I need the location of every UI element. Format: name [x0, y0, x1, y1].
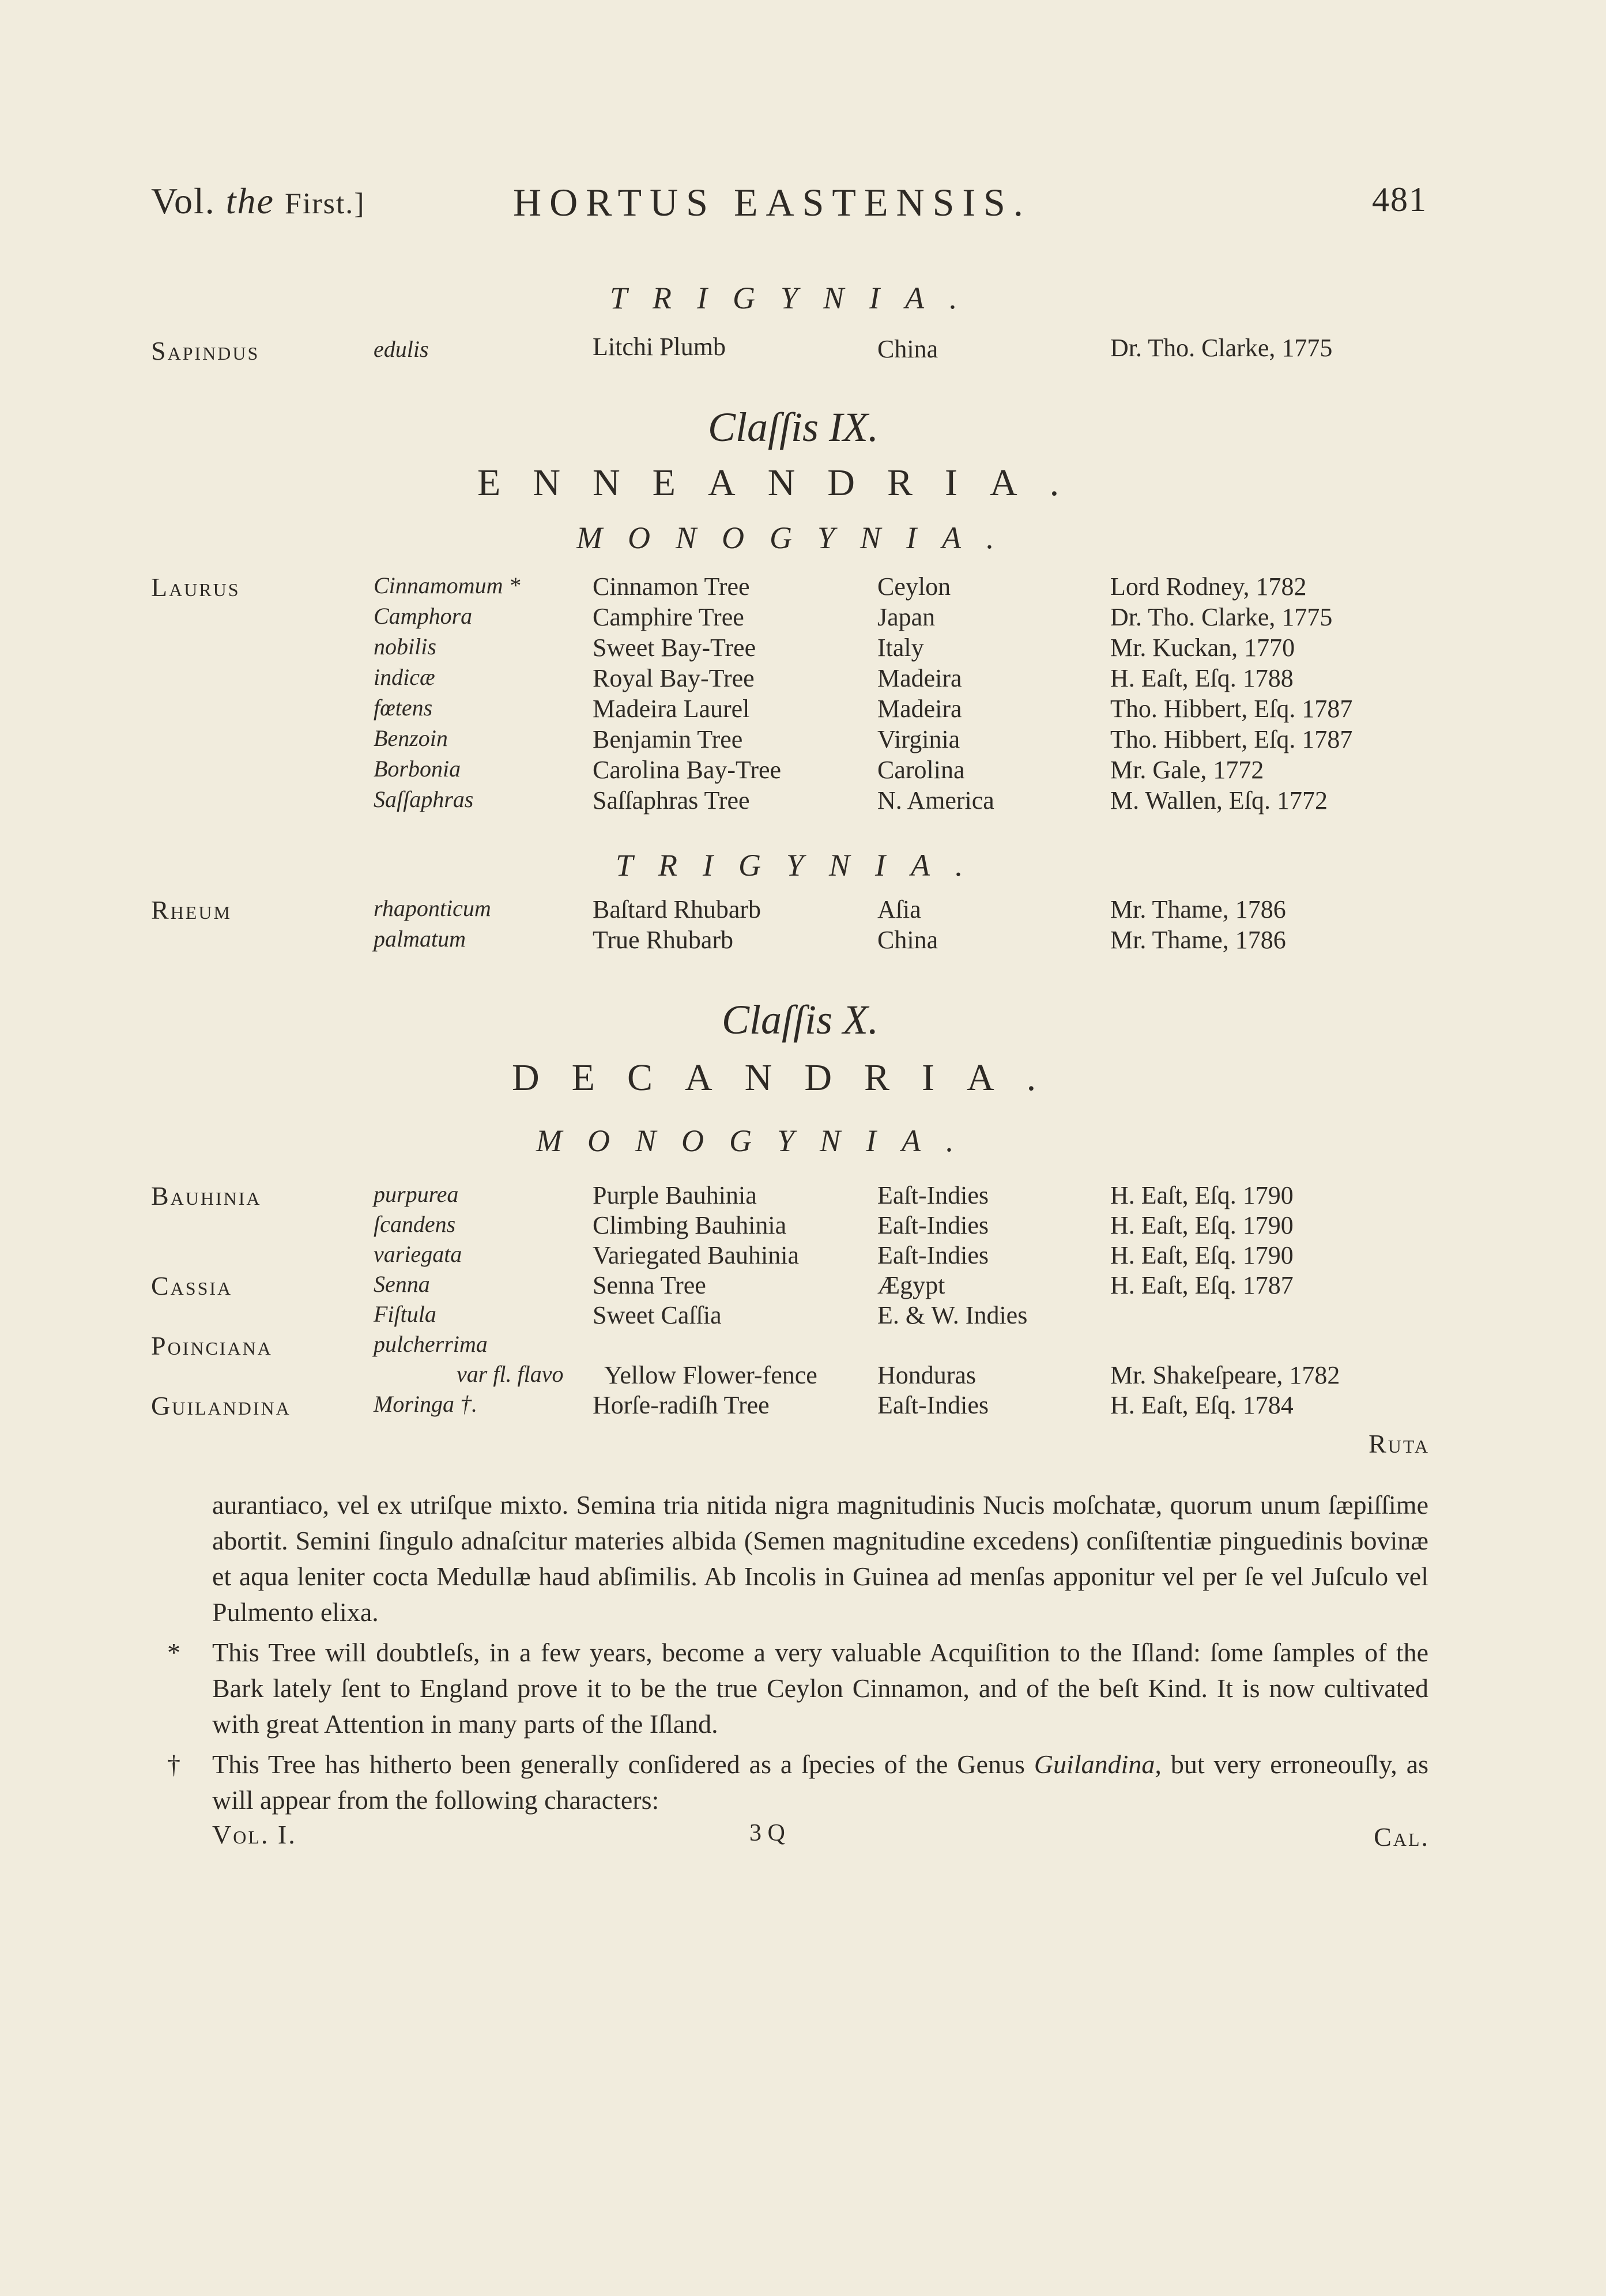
signature-mark: 3 Q	[749, 1820, 785, 1846]
footnote-star-mark: *	[167, 1638, 180, 1667]
common-name: Royal Bay-Tree	[593, 664, 755, 692]
native-place: Eaſt-Indies	[877, 1241, 989, 1269]
common-name: Baſtard Rhubarb	[593, 895, 761, 923]
introduced-by: Mr. Gale, 1772	[1110, 756, 1264, 784]
common-name: Sweet Caſſia	[593, 1301, 722, 1329]
common-name: Sweet Bay-Tree	[593, 634, 756, 662]
footnote-dagger-mark: †	[167, 1750, 180, 1779]
native-place: Ægypt	[877, 1271, 945, 1299]
introduced-by: H. Eaſt, Eſq. 1787	[1110, 1271, 1294, 1299]
species-name: edulis	[374, 336, 429, 362]
order-heading: TRIGYNIA.	[610, 281, 983, 315]
class-heading: Claſſis IX.	[708, 404, 879, 450]
native-place: Eaſt-Indies	[877, 1211, 989, 1239]
table-row	[0, 1241, 1441, 1270]
introduced-by: Tho. Hibbert, Eſq. 1787	[1110, 695, 1353, 723]
introduced-by: Mr. Thame, 1786	[1110, 895, 1286, 923]
introduced-by: H. Eaſt, Eſq. 1788	[1110, 664, 1294, 692]
genus-name: Sapindus	[151, 336, 260, 365]
class-name: DECANDRIA.	[512, 1057, 1069, 1099]
native-place: N. America	[877, 786, 994, 815]
footnote-continuation: aurantiaco, vel ex utriſque mixto. Semina tria nitida nigra magnitudinis Nucis moſchatæ, quorum unum ſæpiſſime abortit. Semini ſingulo adnaſcitur materies albida (Semen magnitudine excedens) conſiſtentiæ pinguedinis bovinæ et aqua leniter cocta Medullæ haud abſimilis. Ab Incolis in Guinea ad menſas apponitur vel per ſe vel Juſculo vel Pulmento elixa.	[212, 1490, 1428, 1627]
table-row	[0, 1300, 1441, 1330]
header-the: the	[225, 180, 274, 221]
native-place: E. & W. Indies	[877, 1301, 1028, 1329]
footnote-dagger-part2: but very erroneouſly, as will appear from the following characters:	[212, 1750, 1429, 1815]
common-name: Camphire Tree	[593, 603, 744, 631]
table-row	[0, 895, 1441, 925]
native-place: Italy	[877, 634, 924, 662]
native-place: Eaſt-Indies	[877, 1181, 989, 1209]
introduced-by: Lord Rodney, 1782	[1110, 572, 1307, 601]
native-place: Madeira	[877, 695, 962, 723]
species-name: purpurea	[374, 1181, 459, 1207]
table-row	[0, 1270, 1441, 1300]
native-place: Aſia	[877, 895, 921, 923]
species-name: palmatum	[374, 926, 466, 952]
common-name: Senna Tree	[593, 1271, 706, 1299]
genus-name: Guilandina	[151, 1391, 291, 1420]
introduced-by: Dr. Tho. Clarke, 1775	[1110, 603, 1333, 631]
table-row	[0, 725, 1441, 755]
common-name: Benjamin Tree	[593, 725, 743, 753]
class-name: ENNEANDRIA.	[477, 462, 1092, 504]
table-row	[0, 755, 1441, 785]
common-name: Purple Bauhinia	[593, 1181, 757, 1209]
table-row	[0, 602, 1441, 632]
native-place: China	[877, 335, 938, 363]
order-heading: TRIGYNIA.	[616, 848, 989, 883]
running-header-title: HORTUS EASTENSIS.	[513, 180, 1031, 224]
species-name: pulcherrima	[374, 1331, 488, 1357]
introduced-by: M. Wallen, Eſq. 1772	[1110, 786, 1328, 815]
common-name: Horſe-radiſh Tree	[593, 1391, 770, 1419]
page-number: 481	[1372, 180, 1427, 218]
table-row	[0, 694, 1441, 724]
species-name: Borbonia	[374, 756, 461, 782]
table-row	[0, 572, 1441, 602]
class-heading: Claſſis X.	[722, 997, 879, 1043]
species-name: Saſſaphras	[374, 786, 474, 812]
introduced-by: H. Eaſt, Eſq. 1790	[1110, 1181, 1294, 1209]
table-row	[0, 925, 1441, 955]
common-name: Carolina Bay-Tree	[593, 756, 782, 784]
native-place: Virginia	[877, 725, 960, 753]
genus-name: Cassia	[151, 1271, 233, 1300]
table-row	[0, 1390, 1441, 1420]
introduced-by: H. Eaſt, Eſq. 1790	[1110, 1211, 1294, 1239]
native-place: Carolina	[877, 756, 965, 784]
catchword-ruta: Ruta	[1369, 1429, 1430, 1458]
species-name: fœtens	[374, 695, 433, 721]
introduced-by: Tho. Hibbert, Eſq. 1787	[1110, 725, 1353, 753]
species-name: Cinnamomum *	[374, 572, 521, 598]
genus-name: Laurus	[151, 572, 240, 602]
table-row	[0, 1211, 1441, 1241]
native-place: Eaſt-Indies	[877, 1391, 989, 1419]
native-place: Madeira	[877, 664, 962, 692]
common-name: Climbing Bauhinia	[593, 1211, 787, 1239]
common-name: Litchi Plumb	[593, 333, 726, 361]
common-name: Saſſaphras Tree	[593, 786, 750, 815]
species-name: Fiſtula	[374, 1301, 436, 1327]
introduced-by: Mr. Thame, 1786	[1110, 926, 1286, 954]
catchword: Cal.	[1374, 1822, 1430, 1852]
introduced-by: H. Eaſt, Eſq. 1784	[1110, 1391, 1294, 1419]
order-heading: MONOGYNIA.	[576, 521, 1020, 555]
common-name: Yellow Flower-fence	[604, 1361, 817, 1389]
header-vol: Vol.	[151, 180, 216, 221]
genus-name: Bauhinia	[151, 1181, 262, 1211]
footer-volume: Vol. I.	[212, 1820, 297, 1849]
native-place: Japan	[877, 603, 936, 631]
species-name: nobilis	[374, 634, 436, 659]
table-row	[0, 1181, 1441, 1211]
common-name: True Rhubarb	[593, 926, 734, 954]
footnote-star: This Tree will doubtleſs, in a few years, become a very valuable Acquiſition to the Iſland: ſome ſamples of the Bark lately ſent to England prove it to be the true Ceylon Cinnamon, and of the beſt Kind. It is now cultivated with great Attention in many parts of the Iſland.	[212, 1638, 1428, 1739]
genus-name: Poinciana	[151, 1331, 273, 1360]
genus-name: Rheum	[151, 895, 232, 925]
header-first: First.]	[284, 187, 365, 220]
running-header-volume	[151, 180, 365, 223]
order-heading: MONOGYNIA.	[536, 1124, 979, 1158]
common-name: Variegated Bauhinia	[593, 1241, 799, 1269]
species-name: indicæ	[374, 664, 435, 690]
introduced-by: Mr. Kuckan, 1770	[1110, 634, 1295, 662]
footnote-dagger	[212, 1747, 1428, 1818]
introduced-by: H. Eaſt, Eſq. 1790	[1110, 1241, 1294, 1269]
footnote-dagger-genus: Guilandina,	[1034, 1750, 1162, 1779]
introduced-by: Mr. Shakeſpeare, 1782	[1110, 1361, 1340, 1389]
introduced-by: Dr. Tho. Clarke, 1775	[1110, 334, 1333, 362]
species-name: Moringa †.	[374, 1391, 477, 1417]
species-name: ſcandens	[374, 1211, 456, 1237]
table-row	[0, 633, 1441, 663]
native-place: China	[877, 926, 938, 954]
common-name: Madeira Laurel	[593, 695, 750, 723]
species-name: variegata	[374, 1241, 462, 1267]
table-row	[0, 1360, 1441, 1390]
species-name: Camphora	[374, 603, 473, 629]
species-name: Benzoin	[374, 725, 448, 751]
table-row	[0, 1330, 1441, 1360]
footnote-dagger-part1: This Tree has hitherto been generally conſidered as a ſpecies of the Genus	[212, 1750, 1025, 1779]
table-row	[0, 786, 1441, 816]
common-name: Cinnamon Tree	[593, 572, 750, 601]
native-place: Honduras	[877, 1361, 977, 1389]
species-name: Senna	[374, 1271, 430, 1297]
species-name: rhaponticum	[374, 895, 491, 921]
species-name: var fl. flavo	[457, 1361, 564, 1387]
table-row	[0, 663, 1441, 693]
native-place: Ceylon	[877, 572, 951, 601]
